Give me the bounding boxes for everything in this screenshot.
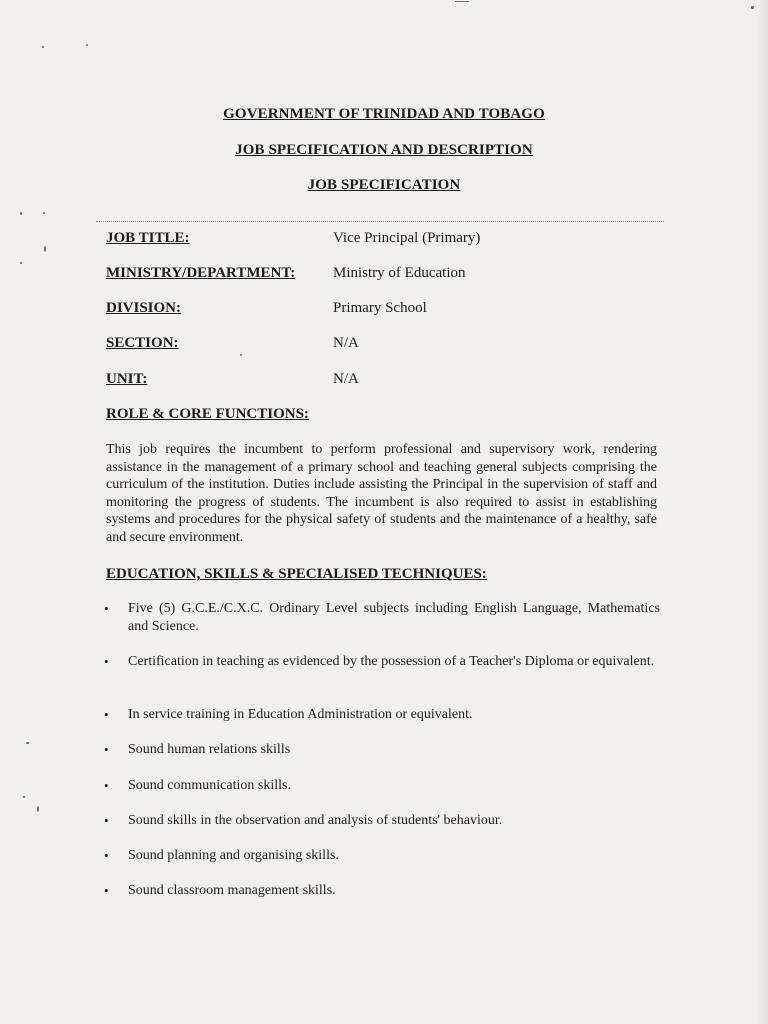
scan-speck <box>20 262 22 264</box>
scan-speck <box>44 246 46 252</box>
job-title-label: JOB TITLE: <box>106 230 190 246</box>
unit-label: UNIT: <box>106 371 148 387</box>
list-item-text: Sound skills in the observation and analysis of students' behaviour. <box>128 813 503 828</box>
role-description-paragraph: This job requires the incumbent to perform professional and supervisory work, rendering assistance in the management of a primary school and teaching general subjects comprising the curriculum of the institution. Duties include assisting the Principal in the supervision of staff and monitoring the progress of students. The incumbent is also required to assist in establishing systems and procedures for the physical safety of students and the maintenance of a healthy, safe and secure environment. <box>106 442 657 545</box>
role-core-functions-heading: ROLE & CORE FUNCTIONS: <box>106 406 309 422</box>
scan-edge-shadow <box>754 0 768 1024</box>
bullet-icon: • <box>104 813 109 828</box>
scan-speck <box>43 212 45 214</box>
unit-value: N/A <box>333 371 359 387</box>
bullet-icon: • <box>104 778 109 793</box>
scan-speck <box>42 46 44 48</box>
scan-speck <box>455 1 469 2</box>
section-value: N/A <box>333 335 359 351</box>
scan-speck <box>23 796 25 798</box>
section-label: SECTION: <box>106 335 179 351</box>
list-item-text: Sound human relations skills <box>128 742 291 757</box>
bullet-icon: • <box>104 848 109 863</box>
scan-speck <box>240 354 242 356</box>
list-item-text: Sound planning and organising skills. <box>128 848 339 863</box>
dotted-divider <box>96 221 664 222</box>
list-item-text: Sound communication skills. <box>128 778 291 793</box>
list-item-text: Five (5) G.C.E./C.X.C. Ordinary Level subjects including English Language, Mathematics and Science. <box>128 601 660 634</box>
bullet-icon: • <box>104 883 109 898</box>
bullet-icon: • <box>104 601 109 616</box>
list-item-text: In service training in Education Administration or equivalent. <box>128 707 473 722</box>
list-item-text: Certification in teaching as evidenced by the possession of a Teacher's Diploma or equivalent. <box>128 654 655 669</box>
list-item-text: Sound classroom management skills. <box>128 883 336 898</box>
bullet-icon: • <box>104 742 109 757</box>
scan-speck <box>26 742 29 744</box>
ministry-department-value: Ministry of Education <box>333 265 466 281</box>
scan-speck <box>86 44 88 46</box>
scan-speck <box>37 806 39 812</box>
division-value: Primary School <box>333 300 427 316</box>
division-label: DIVISION: <box>106 300 182 316</box>
bullet-icon: • <box>104 707 109 722</box>
header-government: GOVERNMENT OF TRINIDAD AND TOBAGO <box>223 106 545 122</box>
header-job-specification-description: JOB SPECIFICATION AND DESCRIPTION <box>235 142 533 158</box>
job-title-value: Vice Principal (Primary) <box>333 230 481 246</box>
scan-speck <box>20 212 22 215</box>
education-skills-heading: EDUCATION, SKILLS & SPECIALISED TECHNIQUES: <box>106 566 487 582</box>
bullet-icon: • <box>104 654 109 669</box>
header-job-specification: JOB SPECIFICATION <box>307 177 461 193</box>
ministry-department-label: MINISTRY/DEPARTMENT: <box>106 265 296 281</box>
